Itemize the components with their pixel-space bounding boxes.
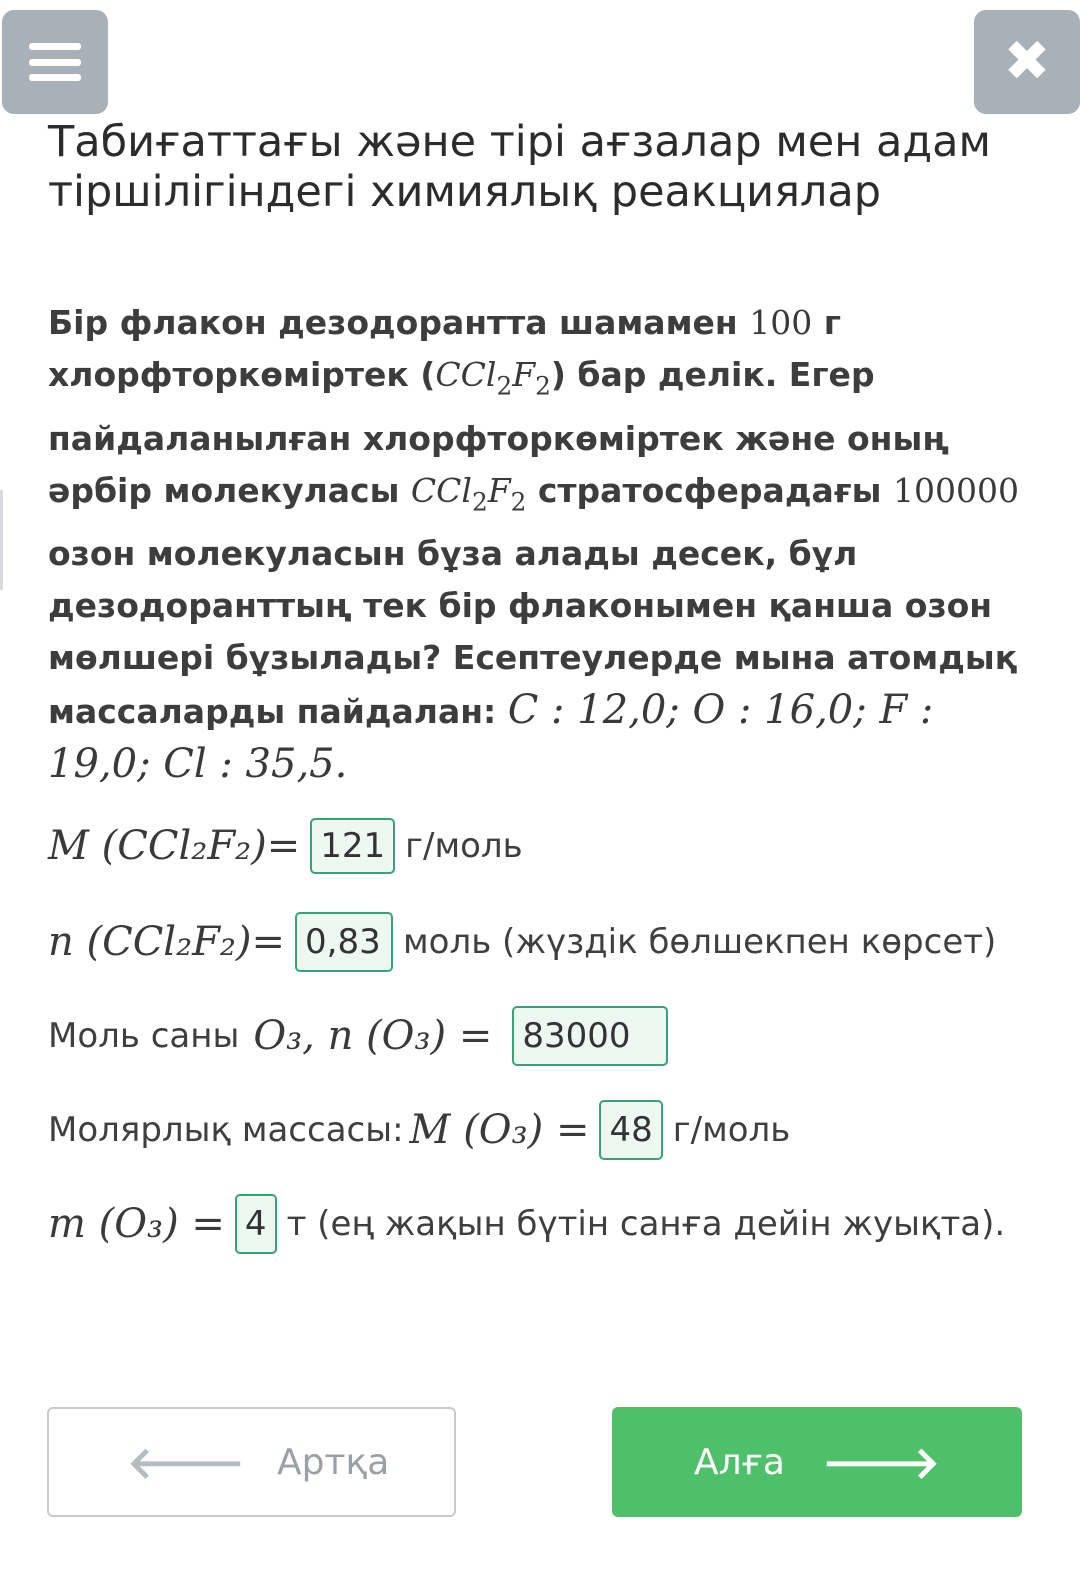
equation-molar-mass-ozone (48, 1100, 790, 1160)
close-icon: ✖ (1003, 29, 1051, 94)
equation-unit: т (ең жақын бүтін санға дейін жуықта). (286, 1204, 1006, 1244)
hamburger-menu-icon (29, 43, 81, 81)
arrow-right-icon: 🡒 (822, 1438, 940, 1489)
equation-mass-ozone (48, 1194, 1005, 1254)
page-title: Табиғаттағы және тірі ағзалар мен адам тіршілігіндегі химиялық реакциялар (48, 117, 991, 217)
question-part: ) бар делік. Егер пайдаланылған хлорфторкөміртек және оның әрбір молекуласы (48, 355, 949, 510)
answer-field[interactable]: 4 (235, 1194, 277, 1254)
menu-button[interactable] (2, 10, 108, 114)
question-number: 100000 (892, 470, 1019, 510)
question-part: г хлорфторкөміртек ( (48, 303, 841, 394)
edge-divider (0, 490, 3, 590)
formula-ccl2f2: $CCl_2F_2$ (435, 355, 551, 401)
back-button[interactable] (47, 1407, 456, 1517)
question-number: 100 (749, 303, 813, 342)
next-button[interactable] (612, 1407, 1022, 1517)
equation-unit: моль (жүздік бөлшекпен көрсет) (403, 922, 997, 962)
answer-field[interactable]: 0,83 (295, 912, 393, 972)
back-button-label: Артқа (277, 1441, 390, 1483)
answer-field[interactable]: 48 (599, 1100, 662, 1160)
equation-molar-mass-ccl2f2 (48, 818, 523, 874)
equation-moles-ccl2f2 (48, 912, 996, 972)
arrow-left-icon: 🡐 (127, 1438, 245, 1489)
question-part: стратосферадағы (526, 470, 893, 510)
next-button-label: Алға (694, 1441, 785, 1483)
equation-lhs: O₃, n (O₃) = (253, 1013, 493, 1059)
answer-field[interactable]: 121 (310, 818, 395, 874)
equation-lhs: m (O₃) = (48, 1201, 225, 1247)
atomic-masses: C : 12,0; O : 16,0; F : 19,0; Cl : 35,5. (48, 687, 934, 788)
equation-prefix: Моль саны (48, 1016, 240, 1056)
question-text (48, 297, 1038, 792)
equation-unit: г/моль (672, 1110, 791, 1150)
question-part: озон молекуласын бұза алады десек, бұл дезодоранттың тек бір флаконымен қанша озон мөлшері бұзылады? Есептеулерде мына атомдық массаларды пайдалан: (48, 534, 1018, 732)
equation-prefix: Молярлық массасы: (48, 1110, 404, 1150)
equation-lhs: M (O₃) = (409, 1107, 590, 1153)
answer-field[interactable]: 83000 (512, 1006, 668, 1066)
equation-lhs: n (CCl₂F₂)= (48, 919, 286, 965)
equation-unit: г/моль (405, 826, 523, 866)
equation-lhs: M (CCl₂F₂)= (48, 823, 301, 869)
close-button[interactable] (974, 10, 1080, 114)
question-part: Бір флакон дезодорантта шамамен (48, 303, 750, 342)
equation-moles-ozone (48, 1006, 678, 1066)
formula-ccl2f2: $CCl_2F_2$ (410, 470, 527, 517)
